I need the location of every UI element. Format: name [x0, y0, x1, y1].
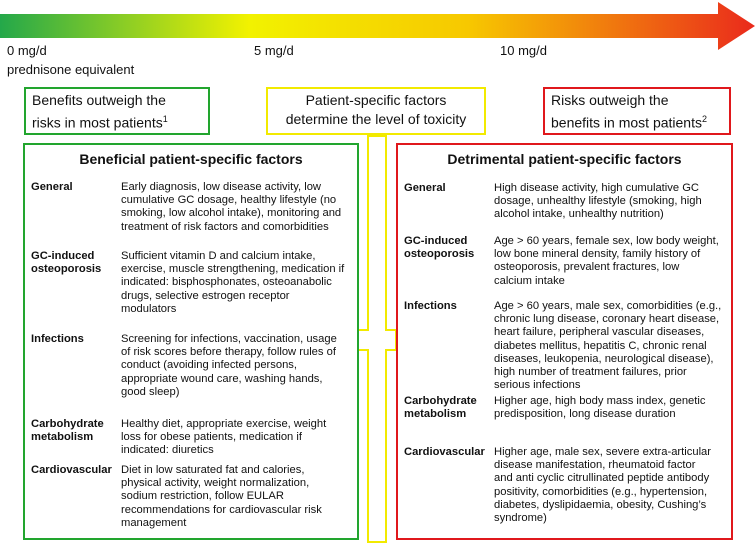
factor-label-line: metabolism: [31, 431, 94, 444]
factor-description-line: and anti cyclic citrullinated peptide antibody: [494, 472, 710, 485]
factor-label-line: Infections: [31, 333, 84, 345]
factor-label-line: Infections: [404, 300, 457, 312]
factor-description-line: alcohol intake, unhealthy nutrition): [494, 208, 664, 221]
benefits-line-2: risks in most patients: [32, 114, 163, 131]
factor-description-line: of risk scores before therapy, follow rules of: [121, 346, 336, 359]
factor-label-line: Cardiovascular: [31, 464, 112, 476]
factor-description-line: Diet in low saturated fat and calories,: [121, 464, 305, 476]
factor-label-line: Carbohydrate: [404, 395, 477, 407]
risks-line-1: Risks outweigh the: [551, 92, 669, 108]
factor-label-line: osteoporosis: [31, 263, 102, 276]
factor-description: [494, 446, 711, 525]
factor-description-line: indicated: diuretics: [121, 444, 214, 457]
factor-description-line: physical activity, weight normalization,: [121, 477, 310, 490]
factor-description-line: conduct (avoiding infected persons,: [121, 359, 298, 372]
factor-label: [404, 235, 474, 261]
factor-description-line: diseases, leukopenia, neurological disease),: [494, 352, 714, 365]
patient-specific-box: [266, 87, 486, 135]
factor-label-line: GC-induced: [404, 235, 468, 247]
factor-description: [494, 300, 721, 392]
dose-label-10: 10 mg/d: [500, 43, 547, 58]
risks-outweigh-box: [543, 87, 731, 135]
factor-description: [121, 464, 322, 530]
dose-unit-note: prednisone equivalent: [7, 62, 135, 77]
detrimental-factors-panel: [396, 143, 733, 540]
factor-description-line: dosage, unhealthy lifestyle (smoking, high: [494, 195, 702, 208]
factor-description-line: predisposition, long disease duration: [494, 408, 676, 421]
factor-label: [31, 464, 112, 477]
factor-description-line: cumulative GC dosage, healthy lifestyle (no: [121, 194, 337, 207]
factor-label: [404, 446, 485, 459]
factor-label: [31, 418, 104, 444]
factor-description-line: Healthy diet, appropriate exercise, weight: [121, 418, 327, 430]
factor-label: [404, 182, 446, 195]
factor-description-line: smoking, low alcohol intake), monitoring and: [121, 207, 342, 220]
factor-description-line: serious infections: [494, 379, 581, 392]
factor-description: [494, 395, 705, 421]
factor-description-line: recommendations for cardiovascular risk: [121, 503, 322, 516]
factor-description-line: Early diagnosis, low disease activity, low: [121, 181, 322, 193]
factor-description-line: good sleep): [121, 385, 180, 398]
factor-label-line: Carbohydrate: [31, 418, 104, 430]
risks-line-2: benefits in most patients: [551, 114, 702, 131]
factor-description: [494, 235, 719, 288]
beneficial-factors-panel: [23, 143, 359, 540]
benefits-line-1: Benefits outweigh the: [32, 92, 166, 108]
factor-description-line: diabetes mellitus, hepatitis C, chronic renal: [494, 339, 707, 352]
factor-label-line: Cardiovascular: [404, 446, 485, 458]
factor-description-line: chronic lung disease, coronary heart disease,: [494, 313, 720, 326]
factor-description-line: loss for obese patients, medication if: [121, 431, 302, 444]
factor-description-line: exercise, muscle strengthening, medication if: [121, 263, 345, 276]
factor-description: [121, 418, 326, 458]
detrimental-panel-title: Detrimental patient-specific factors: [447, 151, 682, 167]
beneficial-panel-title: Beneficial patient-specific factors: [79, 151, 303, 167]
factor-description-line: disease manifestation, rheumatoid factor: [494, 459, 696, 472]
factor-description-line: treatment of risk factors and comorbidities: [121, 220, 329, 233]
middle-line-1: Patient-specific factors: [305, 92, 447, 108]
factor-description-line: Age > 60 years, male sex, comorbidities (e.g.,: [494, 300, 722, 312]
factor-label-line: General: [31, 181, 73, 193]
factor-description-line: positivity, comorbidities (e.g., hypertension,: [494, 485, 708, 498]
risks-footnote: 2: [701, 114, 707, 124]
factor-label: [31, 181, 73, 194]
factor-description-line: Higher age, high body mass index, genetic: [494, 395, 706, 407]
factor-description: [121, 333, 337, 399]
factor-description-line: appropriate wound care, washing hands,: [121, 372, 323, 385]
factor-description-line: Age > 60 years, female sex, low body weight,: [494, 235, 719, 247]
factor-description-line: High disease activity, high cumulative GC: [494, 182, 699, 194]
factor-description-line: osteoporosis, prevalent fractures, low: [494, 261, 680, 274]
factor-description-line: sodium restriction, follow EULAR: [121, 490, 284, 503]
factor-label: [31, 250, 101, 276]
factor-label: [31, 333, 84, 346]
factor-description-line: management: [121, 516, 187, 529]
factor-label-line: metabolism: [404, 408, 467, 421]
factor-description-line: Sufficient vitamin D and calcium intake,: [121, 250, 316, 262]
factor-description-line: calcium intake: [494, 274, 565, 287]
factor-description-line: low bone mineral density, family history of: [494, 248, 701, 261]
benefits-footnote: 1: [162, 114, 168, 124]
factor-description-line: indicated: bisphosphonates, osteoanabolic: [121, 276, 332, 289]
factor-description-line: heart failure, peripheral vascular diseases,: [494, 326, 705, 339]
dose-label-5: 5 mg/d: [254, 43, 294, 58]
benefits-outweigh-box: [24, 87, 210, 135]
factor-description-line: high number of treatment failures, prior: [494, 366, 687, 379]
factor-description: [121, 250, 344, 316]
factor-description-line: syndrome): [494, 512, 547, 525]
factor-description: [494, 182, 702, 222]
middle-line-2: determine the level of toxicity: [285, 111, 467, 127]
factor-description-line: drugs, selective estrogen receptor: [121, 289, 290, 302]
factor-label: [404, 395, 477, 421]
factor-description: [121, 181, 341, 234]
dose-label-0: 0 mg/d: [7, 43, 47, 58]
factor-description-line: Screening for infections, vaccination, usage: [121, 333, 337, 345]
factor-label: [404, 300, 457, 313]
factor-label-line: General: [404, 182, 446, 194]
factor-description-line: modulators: [121, 302, 177, 315]
factor-label-line: osteoporosis: [404, 248, 475, 261]
factor-description-line: Higher age, male sex, severe extra-articular: [494, 446, 712, 458]
factor-description-line: diabetes, dyslipidaemia, obesity, Cushing’s: [494, 498, 707, 511]
factor-label-line: GC-induced: [31, 250, 95, 262]
